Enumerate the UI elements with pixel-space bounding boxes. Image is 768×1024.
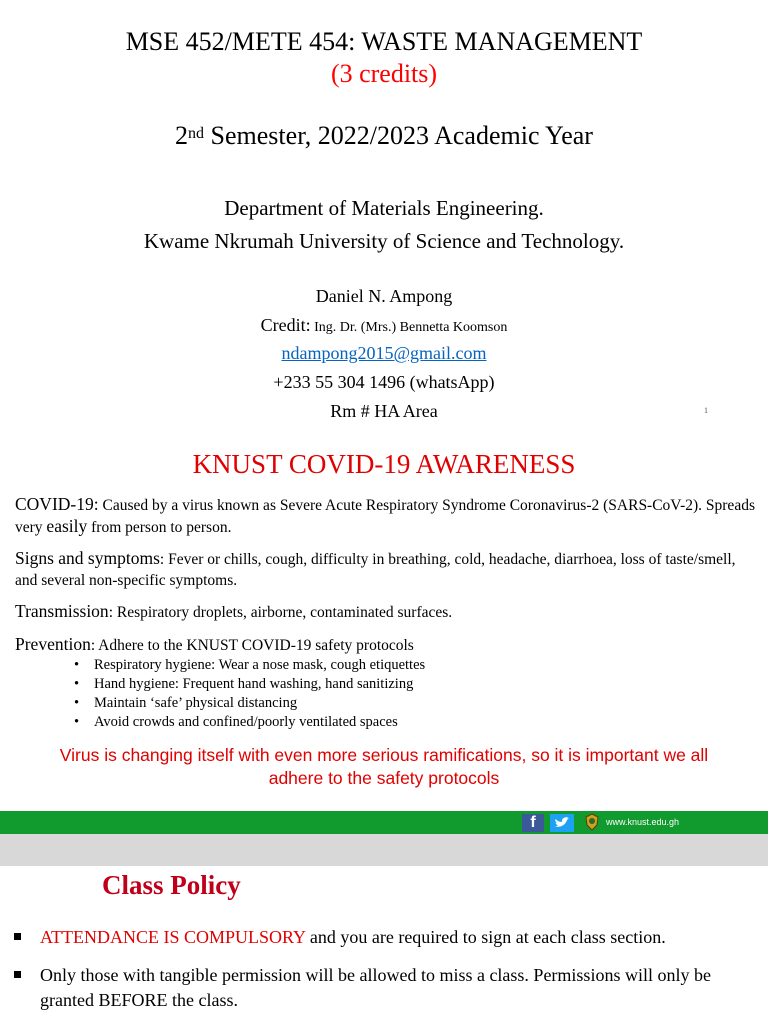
credit-label: Credit: (260, 315, 311, 335)
twitter-icon[interactable] (550, 814, 574, 832)
list-item: • Hand hygiene: Frequent hand washing, hand sanitizing (74, 675, 425, 694)
page-number: 1 (704, 406, 708, 415)
covid-text: Caused by a virus known as Severe Acute Respiratory Syndrome Coronavirus-2 (SARS-CoV-2). Spreads very (15, 497, 755, 536)
list-item: • Avoid crowds and confined/poorly ventilated spaces (74, 713, 425, 732)
semester-text: Semester, 2022/2023 Academic Year (204, 121, 593, 150)
policy-text-end: the class. (167, 990, 238, 1010)
university-name: Kwame Nkrumah University of Science and Technology. (143, 229, 625, 253)
room-location: Rm # HA Area (330, 401, 438, 421)
department-name: Department of Materials Engineering. (224, 196, 544, 220)
crest-icon (582, 812, 602, 832)
email-line (0, 340, 768, 366)
author-name: Daniel N. Ampong (315, 286, 453, 306)
policy-text: and you are required to sign at each class section. (305, 927, 666, 947)
list-item: • Maintain ‘safe’ physical distancing (74, 694, 425, 713)
covid-emphasis: easily (46, 516, 88, 536)
covid-heading: KNUST COVID-19 AWARENESS (192, 449, 576, 479)
course-title: MSE 452/METE 454: WASTE MANAGEMENT (125, 27, 643, 56)
prevention-lead: Prevention (15, 634, 91, 654)
transmission-text: : Respiratory droplets, airborne, contaminated surfaces. (108, 604, 453, 621)
transmission-lead: Transmission (15, 601, 109, 621)
prevention-list (74, 656, 425, 732)
semester-number: 2 (175, 121, 189, 150)
covid-text-end: from person to person. (87, 519, 232, 536)
covid-paragraph (15, 494, 760, 538)
phone-number: +233 55 304 1496 (whatsApp) (273, 372, 495, 392)
policy-item (14, 963, 754, 1013)
square-bullet-icon (14, 933, 21, 940)
prevention-text: : Adhere to the KNUST COVID-19 safety protocols (90, 637, 414, 654)
policy-text: Only those with tangible permission will be allowed to miss a class. Permissions will only be granted (40, 965, 711, 1010)
footer-gray-strip (0, 834, 768, 866)
facebook-icon[interactable]: f (522, 814, 544, 832)
warning-message (0, 744, 768, 790)
policy-emphasis: BEFORE (98, 990, 168, 1010)
semester-suffix: nd (188, 125, 205, 142)
warning-line-1: Virus is changing itself with even more serious ramifications, so it is important we all (59, 745, 709, 765)
email-link[interactable]: ndampong2015@gmail.com (281, 343, 487, 363)
policy-emphasis: ATTENDANCE IS COMPULSORY (40, 927, 306, 947)
class-policy-title: Class Policy (102, 870, 241, 900)
semester-line (0, 118, 768, 154)
prevention-paragraph (15, 634, 760, 656)
credit-line (0, 312, 768, 341)
website-url[interactable]: www.knust.edu.gh (606, 817, 680, 827)
transmission-paragraph (15, 601, 760, 623)
covid-lead: COVID-19: (15, 494, 99, 514)
square-bullet-icon (14, 971, 21, 978)
signs-lead: Signs and symptoms (15, 548, 160, 568)
credit-name: Ing. Dr. (Mrs.) Bennetta Koomson (310, 320, 508, 335)
warning-line-2: adhere to the safety protocols (268, 768, 500, 788)
list-item: • Respiratory hygiene: Wear a nose mask, cough etiquettes (74, 656, 425, 675)
signs-text: : Fever or chills, cough, difficulty in breathing, cold, headache, diarrhoea, loss of taste/smell, and several non-specific symptoms. (15, 551, 736, 589)
signs-paragraph (15, 548, 760, 591)
course-credits: (3 credits) (330, 59, 438, 88)
policy-item (14, 925, 754, 950)
